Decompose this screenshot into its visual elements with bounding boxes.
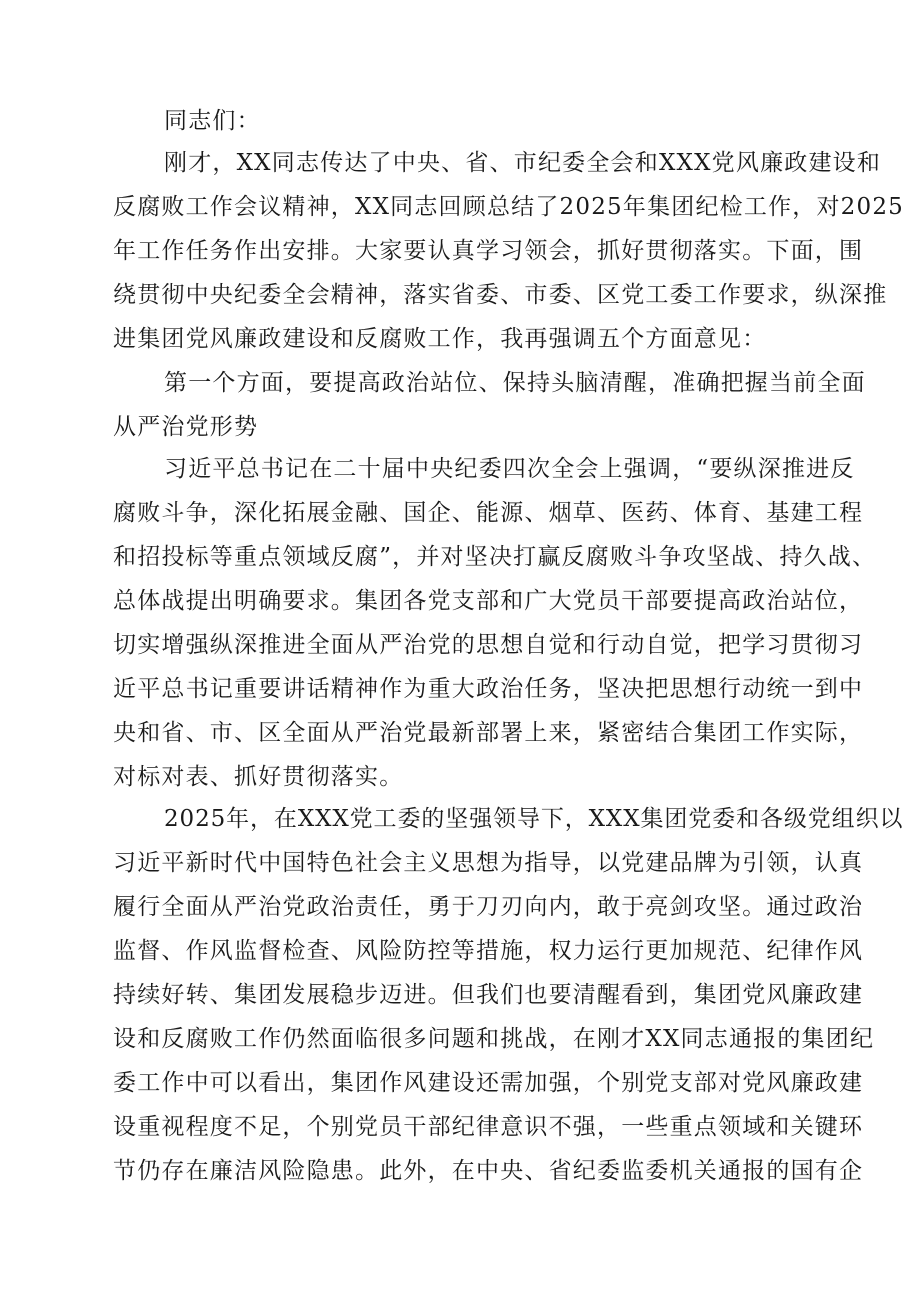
paragraph-line: 设重视程度不足，个别党员干部纪律意识不强，一些重点领域和关键环	[113, 1114, 864, 1140]
paragraph-line: 习近平新时代中国特色社会主义思想为指导，以党建品牌为引领，认真	[113, 850, 864, 876]
heading-line: 第一个方面，要提高政治站位、保持头脑清醒，准确把握当前全面	[164, 370, 866, 396]
salutation: 同志们：	[164, 108, 261, 134]
paragraph-line: 进集团党风廉政建设和反腐败工作，我再强调五个方面意见：	[113, 326, 767, 352]
paragraph-line: 持续好转、集团发展稳步迈进。但我们也要清醒看到，集团党风廉政建	[113, 982, 864, 1008]
paragraph-line: 履行全面从严治党政治责任，勇于刀刃向内，敢于亮剑攻坚。通过政治	[113, 894, 864, 920]
paragraph-line: 节仍存在廉洁风险隐患。此外，在中央、省纪委监委机关通报的国有企	[113, 1158, 864, 1184]
paragraph-line: 年工作任务作出安排。大家要认真学习领会，抓好贯彻落实。下面，围	[113, 238, 864, 264]
paragraph-line: 总体战提出明确要求。集团各党支部和广大党员干部要提高政治站位，	[113, 588, 864, 614]
paragraph-line: 和招投标等重点领域反腐”，并对坚决打赢反腐败斗争攻坚战、持久战、	[113, 544, 877, 570]
paragraph-line: 近平总书记重要讲话精神作为重大政治任务，坚决把思想行动统一到中	[113, 676, 864, 702]
paragraph-line: 设和反腐败工作仍然面临很多问题和挑战，在刚才XX同志通报的集团纪	[113, 1026, 875, 1052]
paragraph-line: 腐败斗争，深化拓展金融、国企、能源、烟草、医药、体育、基建工程	[113, 500, 864, 526]
heading-line: 从严治党形势	[113, 414, 259, 440]
paragraph-line: 监督、作风监督检查、风险防控等措施，权力运行更加规范、纪律作风	[113, 938, 864, 964]
paragraph-line: 切实增强纵深推进全面从严治党的思想自觉和行动自觉，把学习贯彻习	[113, 632, 864, 658]
paragraph-line: 2025年，在XXX党工委的坚强领导下，XXX集团党委和各级党组织以	[164, 806, 904, 832]
paragraph-line: 央和省、市、区全面从严治党最新部署上来，紧密结合集团工作实际，	[113, 720, 864, 746]
paragraph-line: 习近平总书记在二十届中央纪委四次全会上强调，“要纵深推进反	[164, 456, 855, 482]
paragraph-line: 委工作中可以看出，集团作风建设还需加强，个别党支部对党风廉政建	[113, 1070, 864, 1096]
paragraph-line: 反腐败工作会议精神，XX同志回顾总结了2025年集团纪检工作，对2025	[113, 194, 905, 220]
paragraph-line: 对标对表、抓好贯彻落实。	[113, 764, 404, 790]
paragraph-line: 刚才，XX同志传达了中央、省、市纪委全会和XXX党风廉政建设和	[164, 150, 882, 176]
paragraph-line: 绕贯彻中央纪委全会精神，落实省委、市委、区党工委工作要求，纵深推	[113, 282, 888, 308]
